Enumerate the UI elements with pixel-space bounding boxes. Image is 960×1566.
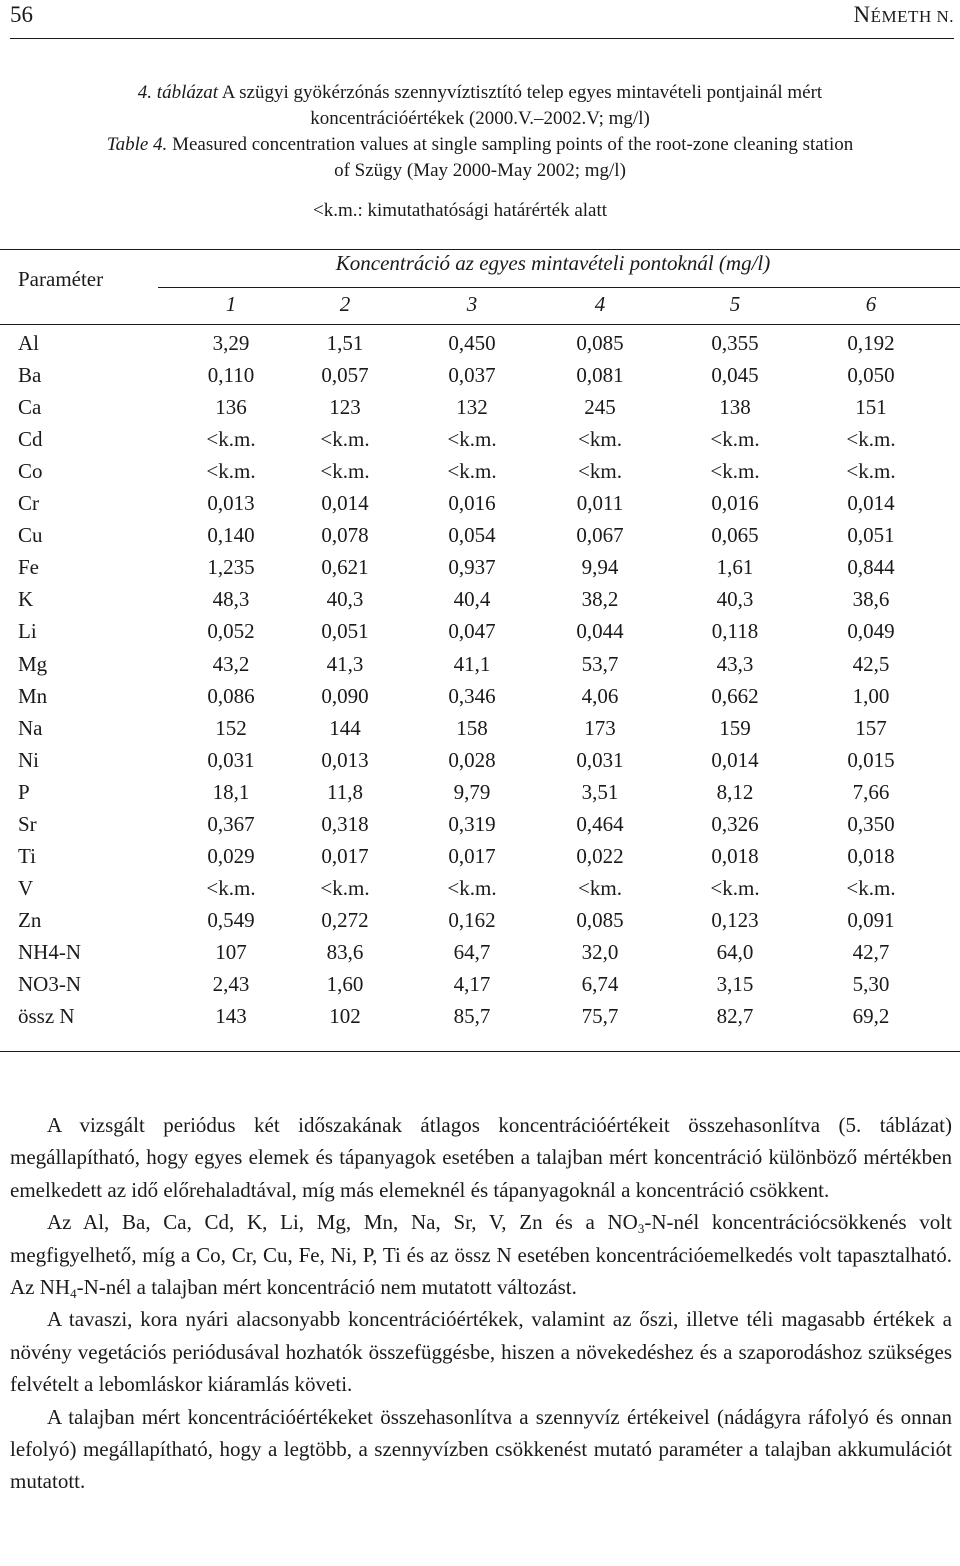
- value-cell: <k.m.: [206, 459, 256, 484]
- table-row: [0, 972, 960, 1004]
- value-cell: <km.: [578, 427, 622, 452]
- value-cell: 132: [456, 395, 488, 420]
- value-cell: 0,051: [321, 619, 369, 644]
- param-name-cell: P: [18, 779, 30, 804]
- value-cell: 18,1: [212, 779, 250, 804]
- param-name-cell: Ca: [18, 395, 42, 420]
- value-cell: 0,028: [448, 747, 496, 772]
- value-cell: 0,091: [847, 907, 895, 932]
- value-cell: 245: [584, 395, 616, 420]
- table-row: [0, 587, 960, 619]
- value-cell: 0,029: [207, 843, 255, 868]
- value-cell: 5,30: [852, 972, 890, 996]
- param-name-cell: Co: [18, 459, 43, 484]
- group-header-rule: [158, 287, 960, 288]
- param-name-cell: Ni: [18, 747, 39, 772]
- paragraph-4: A talajban mért koncentrációértékeket összehasonlítva a szennyvíz értékeivel (nádágyra ráfolyó és onnan lefolyó) megállapítható, hogy a legtöbb, a szennyvízben csökkenést mutató paraméter a talajban akkumulációt mutatott.: [10, 1404, 952, 1494]
- value-cell: 0,057: [321, 363, 369, 388]
- value-cell: 38,6: [852, 587, 890, 612]
- table-row: [0, 716, 960, 748]
- value-cell: 11,8: [327, 779, 363, 804]
- value-cell: 0,367: [207, 811, 255, 836]
- concentration-group-header: Koncentráció az egyes mintavételi pontoknál (mg/l): [335, 251, 771, 275]
- value-cell: 75,7: [581, 1004, 619, 1029]
- value-cell: <k.m.: [710, 427, 760, 452]
- value-cell: 0,031: [576, 747, 624, 772]
- table-row: [0, 555, 960, 587]
- value-cell: 53,7: [581, 651, 619, 676]
- value-cell: 48,3: [212, 587, 250, 612]
- value-cell: 0,065: [711, 523, 759, 548]
- table-row: [0, 684, 960, 716]
- table-row: [0, 844, 960, 876]
- value-cell: 123: [329, 395, 361, 420]
- param-name-cell: Cr: [18, 491, 39, 516]
- table-row: [0, 427, 960, 459]
- value-cell: 1,00: [852, 683, 890, 708]
- value-cell: <k.m.: [447, 459, 497, 484]
- paragraph-3: A tavaszi, kora nyári alacsonyabb koncentrációértékek, valamint az őszi, illetve téli magasabb értékek a növény vegetációs periódusával hozhatók összefüggésbe, hiszen a növekedéshez és a szaporodáshoz szükséges felvételt a lebomláskor kiáramlás követi.: [10, 1307, 952, 1397]
- value-cell: 2,43: [212, 972, 250, 996]
- value-cell: 1,60: [326, 972, 364, 996]
- table-row: [0, 523, 960, 555]
- value-cell: 1,61: [716, 555, 754, 580]
- value-cell: 0,464: [576, 811, 624, 836]
- value-cell: 0,047: [448, 619, 496, 644]
- caption-en-text2: of Szügy (May 2000-May 2002; mg/l): [334, 160, 626, 181]
- value-cell: 3,15: [716, 972, 754, 996]
- value-cell: 158: [456, 715, 488, 740]
- column-number-header: 3: [466, 292, 478, 316]
- value-cell: 144: [329, 715, 361, 740]
- value-cell: 152: [215, 715, 247, 740]
- param-name-cell: NH4-N: [18, 939, 81, 964]
- value-cell: 40,3: [326, 587, 364, 612]
- value-cell: 0,081: [576, 363, 624, 388]
- param-name-cell: Ti: [18, 843, 36, 868]
- value-cell: 0,326: [711, 811, 759, 836]
- table-bottom-rule: [0, 1051, 960, 1052]
- p2-part-a: Az Al, Ba, Ca, Cd, K, Li, Mg, Mn, Na, Sr, V, Zn és a NO: [47, 1210, 638, 1235]
- param-name-cell: NO3-N: [18, 972, 81, 996]
- param-name-cell: össz N: [18, 1004, 75, 1029]
- value-cell: 0,162: [448, 907, 496, 932]
- value-cell: 42,5: [852, 651, 890, 676]
- value-cell: 0,052: [207, 619, 255, 644]
- value-cell: 0,017: [448, 843, 496, 868]
- value-cell: 0,013: [321, 747, 369, 772]
- param-name-cell: Ba: [18, 363, 42, 388]
- table-row: [0, 491, 960, 523]
- value-cell: 0,350: [847, 811, 895, 836]
- table-row: [0, 1004, 960, 1036]
- author-rest: ÉMETH N.: [870, 7, 954, 26]
- value-cell: 0,018: [847, 843, 895, 868]
- param-column-header: Paraméter: [18, 267, 104, 291]
- value-cell: <k.m.: [206, 875, 256, 900]
- table-caption-english: [0, 132, 960, 184]
- value-cell: <k.m.: [206, 427, 256, 452]
- value-cell: 69,2: [852, 1004, 890, 1029]
- value-cell: 0,015: [847, 747, 895, 772]
- p2-part-b: -N-nél koncentrációcsökkenés volt megfigyelhető, míg a Co, Cr, Cu, Fe, Ni, P, Ti és az össz N esetében koncentrációemelkedés volt tapasztalható. Az NH: [10, 1210, 952, 1300]
- table-row: [0, 876, 960, 908]
- value-cell: 0,049: [847, 619, 895, 644]
- value-cell: 0,123: [711, 907, 759, 932]
- value-cell: 0,192: [847, 331, 895, 355]
- value-cell: 82,7: [716, 1004, 754, 1029]
- header-rule: [10, 38, 954, 39]
- value-cell: 41,3: [326, 651, 364, 676]
- value-cell: 43,3: [716, 651, 754, 676]
- table-row: [0, 459, 960, 491]
- value-cell: <k.m.: [320, 875, 370, 900]
- value-cell: 9,79: [453, 779, 491, 804]
- table-row: [0, 908, 960, 940]
- value-cell: 0,621: [321, 555, 369, 580]
- value-cell: 136: [215, 395, 247, 420]
- value-cell: 4,17: [453, 972, 491, 996]
- value-cell: 143: [215, 1004, 247, 1029]
- value-cell: 0,118: [711, 619, 759, 644]
- value-cell: <k.m.: [320, 459, 370, 484]
- value-cell: 42,7: [852, 939, 890, 964]
- p2-subscript-4: 4: [70, 1286, 77, 1302]
- value-cell: 0,051: [847, 523, 895, 548]
- value-cell: 0,014: [847, 491, 895, 516]
- table-row: [0, 940, 960, 972]
- value-cell: 8,12: [716, 779, 754, 804]
- value-cell: 64,0: [716, 939, 754, 964]
- value-cell: <km.: [578, 875, 622, 900]
- body-text: [10, 1109, 952, 1498]
- param-name-cell: K: [18, 587, 34, 612]
- p2-part-c: -N-nél a talajban mért koncentráció nem mutatott változást.: [76, 1275, 577, 1300]
- param-name-cell: Mg: [18, 651, 48, 676]
- table-row: [0, 652, 960, 684]
- value-cell: <k.m.: [710, 875, 760, 900]
- value-cell: 32,0: [581, 939, 619, 964]
- value-cell: 0,018: [711, 843, 759, 868]
- value-cell: 0,355: [711, 331, 759, 355]
- column-number-header: 4: [594, 292, 606, 316]
- value-cell: 41,1: [453, 651, 491, 676]
- table-row: [0, 395, 960, 427]
- value-cell: 0,346: [448, 683, 496, 708]
- value-cell: 1,51: [326, 331, 364, 355]
- value-cell: 0,054: [448, 523, 496, 548]
- param-name-cell: Cd: [18, 427, 43, 452]
- value-cell: <k.m.: [846, 427, 896, 452]
- param-name-cell: Al: [18, 331, 39, 355]
- value-cell: 107: [215, 939, 247, 964]
- value-cell: 173: [584, 715, 616, 740]
- value-cell: 3,29: [212, 331, 250, 355]
- value-cell: 85,7: [453, 1004, 491, 1029]
- param-name-cell: Li: [18, 619, 37, 644]
- table-row: [0, 748, 960, 780]
- table-caption-hungarian: [0, 80, 960, 132]
- value-cell: 1,235: [207, 555, 255, 580]
- p2-subscript-3: 3: [637, 1221, 645, 1237]
- header-bottom-rule: [0, 324, 960, 325]
- value-cell: 159: [719, 715, 751, 740]
- value-cell: 0,110: [207, 363, 255, 388]
- value-cell: 3,51: [581, 779, 619, 804]
- caption-hu-label: 4. táblázat: [137, 82, 219, 103]
- param-name-cell: Na: [18, 715, 43, 740]
- value-cell: 0,937: [448, 555, 496, 580]
- column-number-header: 1: [225, 292, 237, 316]
- value-cell: 0,031: [207, 747, 255, 772]
- detection-limit-note: <k.m.: kimutathatósági határérték alatt: [313, 200, 608, 221]
- value-cell: 38,2: [581, 587, 619, 612]
- value-cell: 0,013: [207, 491, 255, 516]
- value-cell: 157: [855, 715, 887, 740]
- table-row: [0, 363, 960, 395]
- value-cell: <k.m.: [447, 427, 497, 452]
- table-row: [0, 812, 960, 844]
- value-cell: <k.m.: [710, 459, 760, 484]
- value-cell: 7,66: [852, 779, 890, 804]
- value-cell: 40,4: [453, 587, 491, 612]
- value-cell: 151: [855, 395, 887, 420]
- value-cell: 0,044: [576, 619, 624, 644]
- value-cell: 9,94: [581, 555, 619, 580]
- caption-hu-text: A szügyi gyökérzónás szennyvíztisztító telep egyes mintavételi pontjainál mért: [221, 82, 823, 103]
- value-cell: 4,06: [581, 683, 619, 708]
- paragraph-1: A vizsgált periódus két időszakának átlagos koncentrációértékeit összehasonlítva (5. táblázat) megállapítható, hogy egyes elemek és tápanyagok esetében a talajban mért koncentráció különböző mértékben emelkedett az idő előrehaladtával, míg más elemeknél és tápanyagoknál a koncentráció csökkent.: [10, 1113, 952, 1202]
- value-cell: 0,022: [576, 843, 624, 868]
- caption-hu-text2: koncentrációértékek (2000.V.–2002.V; mg/l): [310, 108, 650, 129]
- value-cell: 0,086: [207, 683, 255, 708]
- value-cell: 0,014: [711, 747, 759, 772]
- caption-en-text: Measured concentration values at single sampling points of the root-zone cleaning station: [172, 134, 854, 155]
- value-cell: 0,016: [711, 491, 759, 516]
- table-row: [0, 331, 960, 363]
- value-cell: 0,272: [321, 907, 369, 932]
- value-cell: 0,045: [711, 363, 759, 388]
- param-name-cell: V: [18, 875, 34, 900]
- value-cell: 0,318: [321, 811, 369, 836]
- value-cell: 102: [329, 1004, 361, 1029]
- value-cell: 0,662: [711, 683, 759, 708]
- paragraph-2: [10, 1206, 952, 1303]
- param-name-cell: Zn: [18, 907, 42, 932]
- value-cell: 0,014: [321, 491, 369, 516]
- caption-en-label: Table 4.: [106, 134, 168, 155]
- value-cell: 0,078: [321, 523, 369, 548]
- value-cell: 43,2: [212, 651, 250, 676]
- column-number-header: 2: [339, 292, 351, 316]
- value-cell: 0,450: [448, 331, 496, 355]
- value-cell: <k.m.: [320, 427, 370, 452]
- value-cell: <k.m.: [846, 875, 896, 900]
- author-initial: N: [853, 2, 871, 27]
- value-cell: 0,140: [207, 523, 255, 548]
- table-row: [0, 780, 960, 812]
- value-cell: 83,6: [326, 939, 364, 964]
- column-number-header: 5: [729, 292, 741, 316]
- value-cell: 138: [719, 395, 751, 420]
- value-cell: 0,050: [847, 363, 895, 388]
- value-cell: 64,7: [453, 939, 491, 964]
- value-cell: 6,74: [581, 972, 619, 996]
- column-number-header: 6: [865, 292, 877, 316]
- page-number: 56: [10, 2, 33, 27]
- value-cell: <k.m.: [447, 875, 497, 900]
- running-head-author: [854, 2, 954, 28]
- table-top-rule: [0, 249, 960, 250]
- value-cell: <k.m.: [846, 459, 896, 484]
- value-cell: 0,085: [576, 907, 624, 932]
- value-cell: 0,011: [576, 491, 624, 516]
- param-name-cell: Fe: [18, 555, 39, 580]
- table-row: [0, 619, 960, 651]
- value-cell: 0,844: [847, 555, 895, 580]
- value-cell: 0,085: [576, 331, 624, 355]
- param-name-cell: Cu: [18, 523, 43, 548]
- page-header: [10, 0, 954, 36]
- param-name-cell: Sr: [18, 811, 37, 836]
- value-cell: 0,549: [207, 907, 255, 932]
- value-cell: 0,037: [448, 363, 496, 388]
- value-cell: 0,016: [448, 491, 496, 516]
- param-name-cell: Mn: [18, 683, 48, 708]
- value-cell: 0,090: [321, 683, 369, 708]
- value-cell: 0,319: [448, 811, 496, 836]
- value-cell: 0,017: [321, 843, 369, 868]
- value-cell: 0,067: [576, 523, 624, 548]
- value-cell: 40,3: [716, 587, 754, 612]
- value-cell: <km.: [578, 459, 622, 484]
